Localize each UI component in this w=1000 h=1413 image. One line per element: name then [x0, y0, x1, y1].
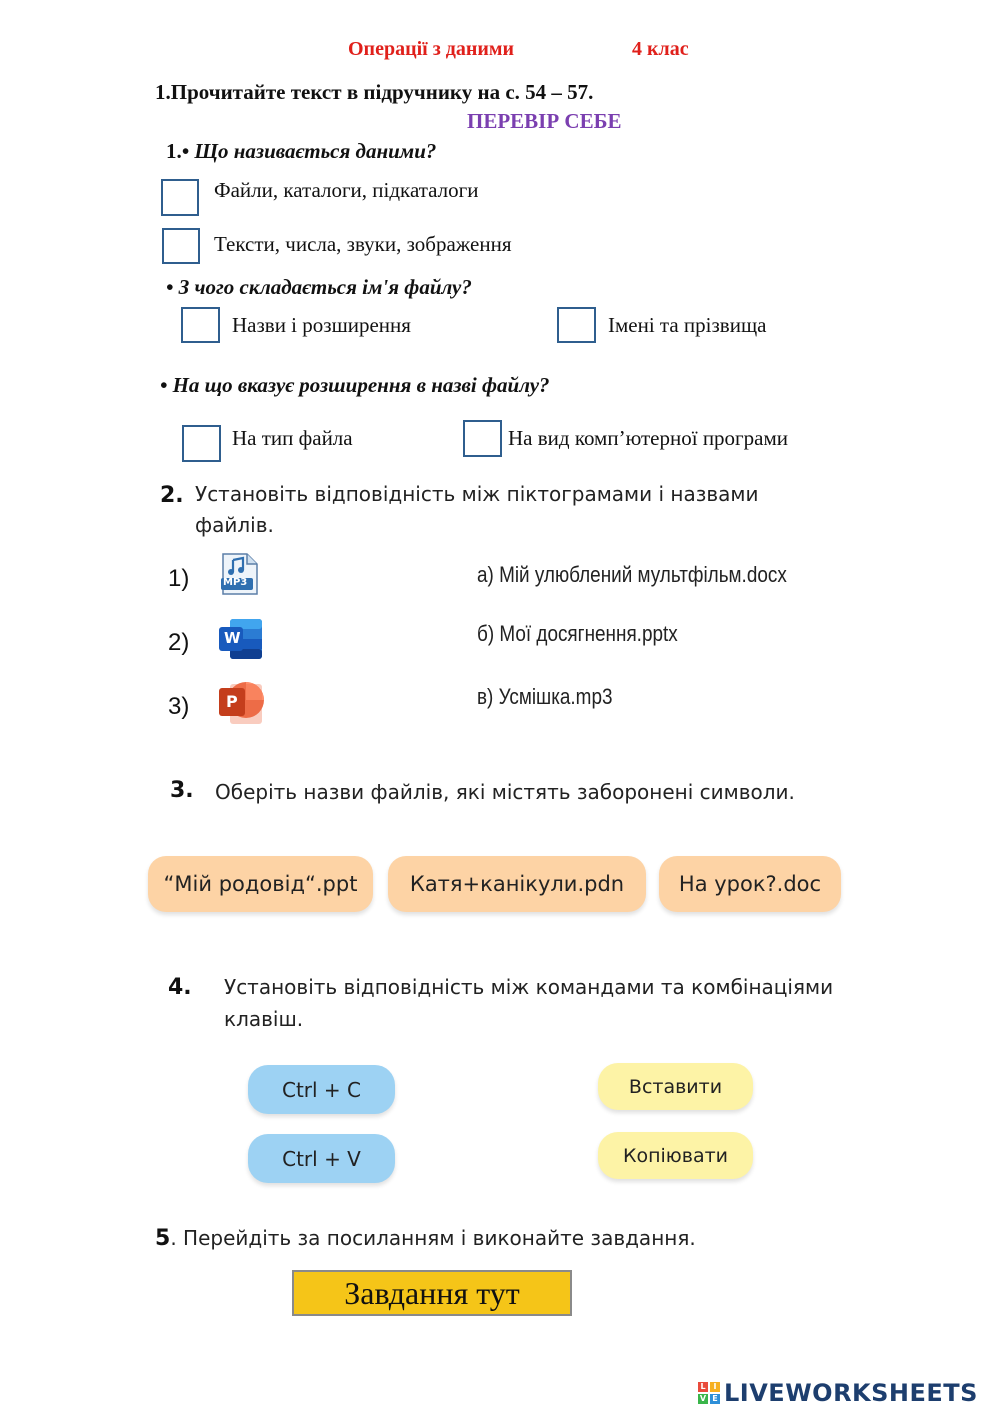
- q2-option-1-checkbox[interactable]: [181, 307, 220, 343]
- icon-label-1: 1): [168, 565, 190, 592]
- q3-option-2-checkbox[interactable]: [463, 420, 502, 457]
- task-3-number: 3.: [170, 778, 194, 803]
- powerpoint-icon[interactable]: [218, 678, 265, 726]
- intro-instruction: 1.Прочитайте текст в підручнику на с. 54 – 57.: [155, 80, 594, 104]
- q3-option-2-label: На вид комп’ютерної програми: [508, 426, 789, 450]
- mp3-file-icon[interactable]: [217, 552, 261, 596]
- match-answer-a[interactable]: а) Мій улюблений мультфільм.docx: [477, 562, 787, 587]
- logo-cubes-icon: [698, 1382, 720, 1404]
- question-3-text: • На що вказує розширення в назві файлу?: [160, 373, 550, 397]
- check-yourself-heading: ПЕРЕВІР СЕБЕ: [467, 109, 622, 133]
- logo-text: LIVEWORKSHEETS: [724, 1379, 978, 1407]
- logo-cube-v: V: [699, 1394, 707, 1403]
- filename-option-2[interactable]: Катя+канікули.pdn: [388, 856, 646, 912]
- q2-option-2-label: Імені та прізвища: [608, 313, 767, 337]
- task-4-number: 4.: [168, 975, 192, 1000]
- question-2-text: • З чого складається ім'я файлу?: [166, 275, 472, 299]
- q3-option-1-label: На тип файла: [232, 426, 353, 450]
- match-answer-b[interactable]: б) Мої досягнення.pptx: [477, 621, 678, 646]
- logo-cube-l: L: [698, 1382, 708, 1392]
- task-2-text-line-2: файлів.: [195, 513, 274, 537]
- task-2-number: 2.: [160, 483, 184, 508]
- powerpoint-icon-letter: P: [226, 692, 238, 711]
- q1-option-1-checkbox[interactable]: [161, 179, 199, 216]
- task-5-text: . Перейдіть за посиланням і виконайте завдання.: [170, 1226, 696, 1250]
- task-4-text-line-2: клавіш.: [224, 1007, 304, 1031]
- task-2-text-line-1: Установіть відповідність між піктограмами і назвами: [195, 482, 759, 506]
- task-3-text: Оберіть назви файлів, які містять заборонені символи.: [215, 780, 795, 804]
- q3-option-1-checkbox[interactable]: [182, 425, 221, 462]
- key-combo-ctrl-c[interactable]: Ctrl + C: [248, 1065, 395, 1114]
- word-icon-letter: W: [224, 629, 241, 647]
- grade-label: 4 клас: [632, 38, 689, 60]
- icon-label-2: 2): [168, 629, 190, 656]
- key-combo-ctrl-v[interactable]: Ctrl + V: [248, 1134, 395, 1183]
- question-1-text: • Що називається даними?: [181, 139, 437, 163]
- liveworksheets-logo[interactable]: [698, 1378, 978, 1408]
- q1-option-1-label: Файли, каталоги, підкаталоги: [214, 178, 479, 202]
- q2-option-2-checkbox[interactable]: [557, 307, 596, 343]
- worksheet-title: Операції з даними: [348, 38, 515, 60]
- task-5-instruction: [155, 1226, 696, 1251]
- question-1-number: 1.: [166, 139, 182, 163]
- task-4-text-line-1: Установіть відповідність між командами та комбінаціями: [224, 975, 834, 999]
- command-paste[interactable]: Вставити: [598, 1063, 753, 1110]
- q2-option-1-label: Назви і розширення: [232, 313, 411, 337]
- filename-option-1[interactable]: “Мій родовід“.ppt: [148, 856, 373, 912]
- filename-option-3[interactable]: На урок?.doc: [659, 856, 841, 912]
- q1-option-2-label: Тексти, числа, звуки, зображення: [214, 232, 512, 256]
- mp3-icon-text: MP3: [223, 577, 248, 588]
- task-link-button[interactable]: Завдання тут: [292, 1270, 572, 1316]
- command-copy[interactable]: Копіювати: [598, 1132, 753, 1179]
- match-answer-c[interactable]: в) Усмішка.mp3: [477, 684, 613, 709]
- word-icon[interactable]: [218, 617, 263, 661]
- logo-cube-i: I: [710, 1382, 720, 1392]
- task-5-number: 5: [155, 1226, 171, 1251]
- q1-option-2-checkbox[interactable]: [162, 228, 200, 264]
- icon-label-3: 3): [168, 693, 190, 720]
- logo-cube-e: E: [710, 1394, 720, 1404]
- question-1: [166, 139, 436, 164]
